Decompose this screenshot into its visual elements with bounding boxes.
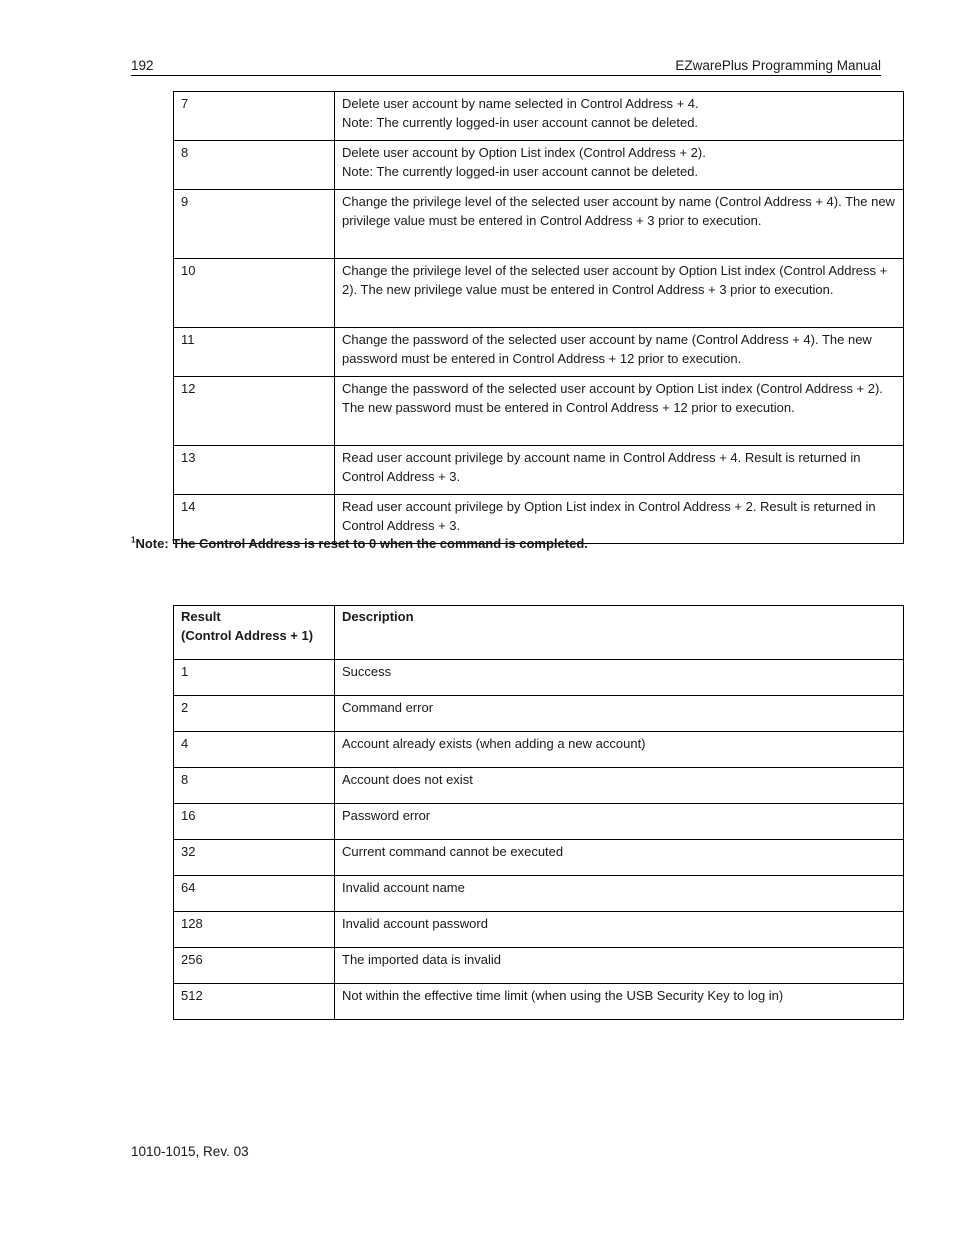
result-row: [174, 660, 904, 696]
result-header-line-2: (Control Address + 1): [181, 628, 314, 643]
footnote: [131, 536, 588, 551]
result-row: [174, 768, 904, 804]
footnote-text: Note: The Control Address is reset to 0 when the command is completed.: [135, 536, 588, 551]
command-row: [174, 446, 904, 495]
result-table: [173, 605, 904, 1020]
result-code: 2: [174, 696, 335, 732]
command-code: 12: [174, 377, 335, 446]
result-description: Current command cannot be executed: [335, 840, 904, 876]
result-row: [174, 912, 904, 948]
command-description: [335, 328, 904, 377]
result-table-header-row: [174, 606, 904, 660]
manual-title: EZwarePlus Programming Manual: [675, 58, 881, 73]
result-header-line-1: Result: [181, 609, 221, 624]
result-row: [174, 948, 904, 984]
footnote-marker: 1: [131, 535, 136, 545]
result-row: [174, 876, 904, 912]
command-description: [335, 377, 904, 446]
description-column-header: Description: [335, 606, 904, 660]
command-description: [335, 141, 904, 190]
result-code: 64: [174, 876, 335, 912]
command-code: 7: [174, 92, 335, 141]
command-description-line: Change the privilege level of the selected user account by Option List index (Control Address + 2). The new privilege value must be entered in Control Address + 3 prior to execution.: [342, 263, 888, 297]
result-description: Success: [335, 660, 904, 696]
result-row: [174, 696, 904, 732]
result-description: Account does not exist: [335, 768, 904, 804]
result-code: 32: [174, 840, 335, 876]
command-description: [335, 190, 904, 259]
result-description: Invalid account password: [335, 912, 904, 948]
result-code: 16: [174, 804, 335, 840]
command-code: 10: [174, 259, 335, 328]
result-row: [174, 840, 904, 876]
command-description: [335, 259, 904, 328]
command-code: 8: [174, 141, 335, 190]
command-row: [174, 190, 904, 259]
command-description-line: Change the password of the selected user account by name (Control Address + 4). The new password must be entered in Control Address + 12 prior to execution.: [342, 332, 872, 366]
result-description: Password error: [335, 804, 904, 840]
command-description-line: Note: The currently logged-in user account cannot be deleted.: [342, 115, 699, 130]
result-code: 256: [174, 948, 335, 984]
command-description-line: Delete user account by Option List index (Control Address + 2).: [342, 145, 706, 160]
command-code: 14: [174, 495, 335, 544]
command-description-line: Delete user account by name selected in Control Address + 4.: [342, 96, 699, 111]
command-description: [335, 92, 904, 141]
result-description: Not within the effective time limit (when using the USB Security Key to log in): [335, 984, 904, 1020]
command-row: [174, 328, 904, 377]
page-header: [131, 57, 881, 76]
command-table: [173, 91, 904, 544]
command-row: [174, 92, 904, 141]
command-row: [174, 259, 904, 328]
command-code: 9: [174, 190, 335, 259]
command-description-line: Read user account privilege by account name in Control Address + 4. Result is returned in Control Address + 3.: [342, 450, 861, 484]
result-code: 512: [174, 984, 335, 1020]
command-row: [174, 377, 904, 446]
command-description-line: Change the password of the selected user account by Option List index (Control Address + 2). The new password must be entered in Control Address + 12 prior to execution.: [342, 381, 883, 415]
command-description-line: Read user account privilege by Option List index in Control Address + 2. Result is returned in Control Address + 3.: [342, 499, 876, 533]
footer-document-id: 1010-1015, Rev. 03: [131, 1144, 249, 1159]
command-code: 11: [174, 328, 335, 377]
result-code: 1: [174, 660, 335, 696]
result-code: 4: [174, 732, 335, 768]
result-row: [174, 984, 904, 1020]
result-code: 128: [174, 912, 335, 948]
result-description: Invalid account name: [335, 876, 904, 912]
result-description: Account already exists (when adding a new account): [335, 732, 904, 768]
command-row: [174, 141, 904, 190]
result-row: [174, 804, 904, 840]
result-row: [174, 732, 904, 768]
page-number: 192: [131, 58, 154, 73]
command-description-line: Note: The currently logged-in user account cannot be deleted.: [342, 164, 699, 179]
result-description: The imported data is invalid: [335, 948, 904, 984]
result-description: Command error: [335, 696, 904, 732]
command-description: [335, 446, 904, 495]
result-code: 8: [174, 768, 335, 804]
result-column-header: [174, 606, 335, 660]
command-description-line: Change the privilege level of the selected user account by name (Control Address + 4). The new privilege value must be entered in Control Address + 3 prior to execution.: [342, 194, 895, 228]
command-code: 13: [174, 446, 335, 495]
